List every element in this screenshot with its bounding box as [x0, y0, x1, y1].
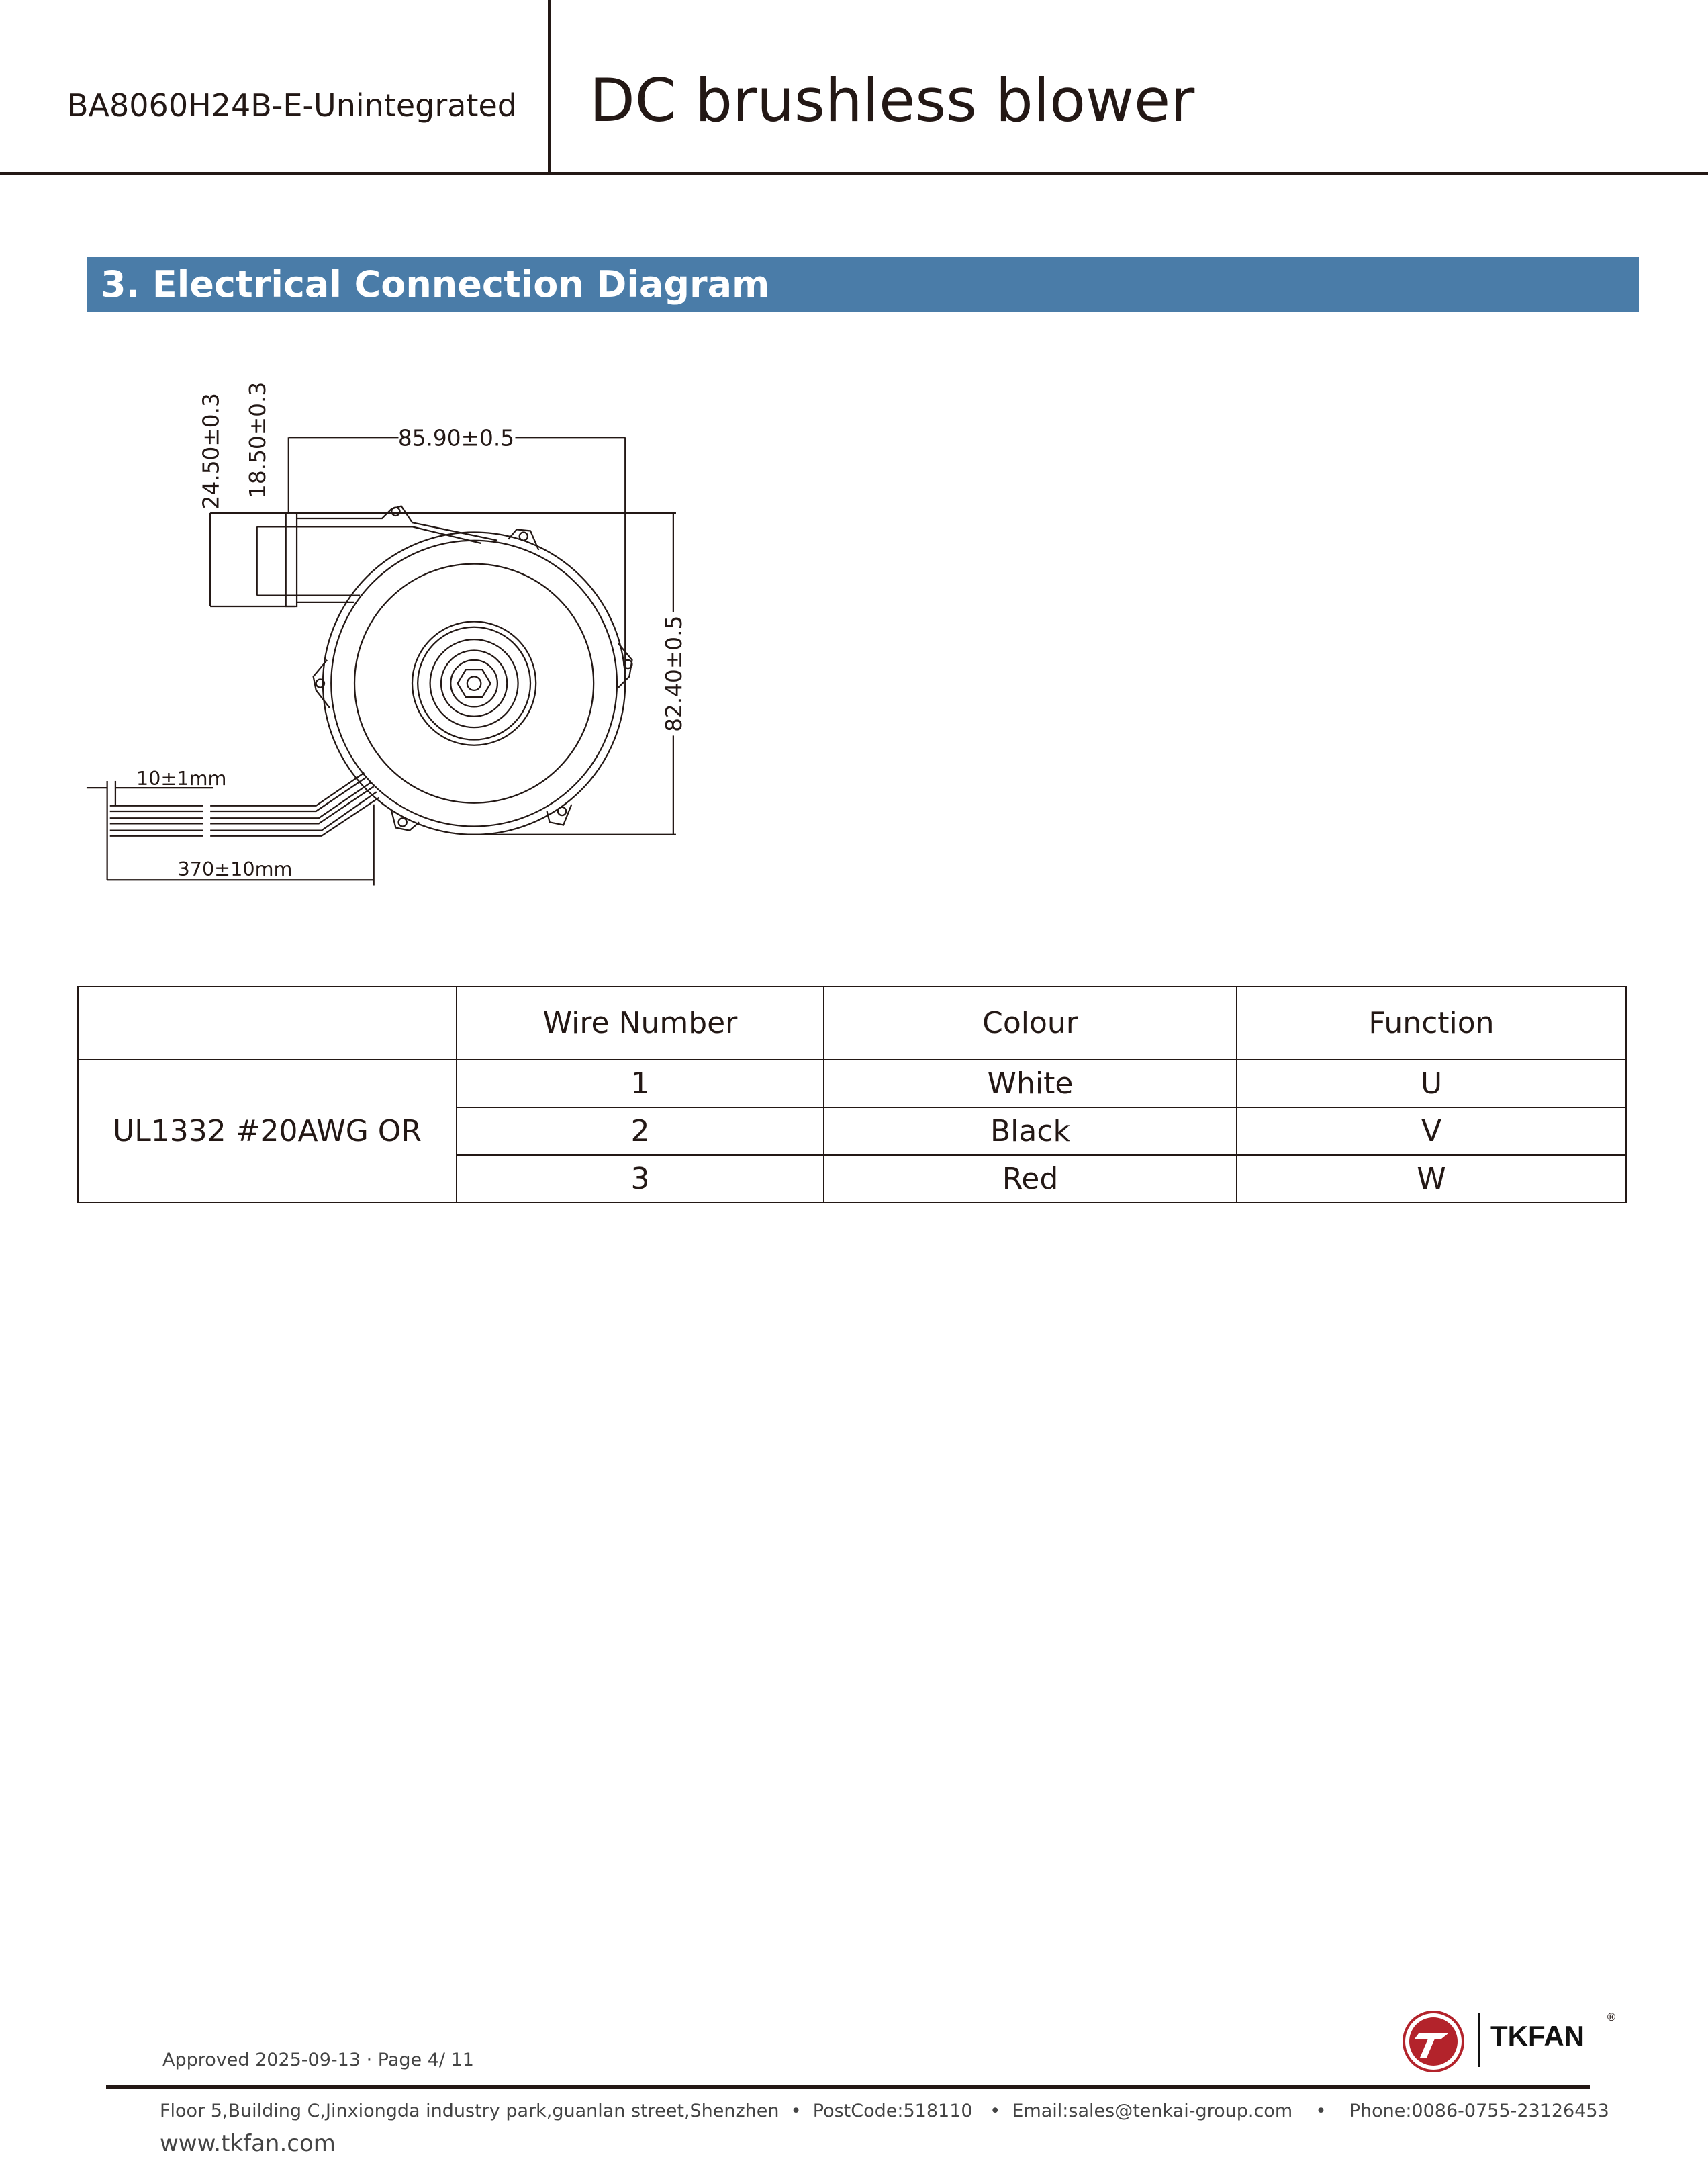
height-label: 82.40±0.5: [661, 615, 687, 732]
wire-colour: Black: [824, 1107, 1237, 1155]
wire-colour: White: [824, 1060, 1237, 1107]
outlet-outer-label: 24.50±0.3: [198, 393, 224, 510]
wire-function: W: [1237, 1155, 1626, 1203]
company-contact: Floor 5,Building C,Jinxiongda industry park,guanlan street,Shenzhen • PostCode:518110 • Email:sales@tenkai-group.com • Phone:0086-0755-23126453: [160, 2101, 1609, 2121]
tkfan-logo-icon: [1400, 2008, 1467, 2075]
table-row: [78, 1060, 1626, 1107]
logo-divider: [1478, 2013, 1480, 2067]
wire-number: 1: [457, 1060, 824, 1107]
header-wire-number: Wire Number: [457, 986, 824, 1060]
table-header-row: [78, 986, 1626, 1060]
wire-function: V: [1237, 1107, 1626, 1155]
outlet-dimensions: [198, 382, 297, 606]
blower-body: [286, 506, 632, 835]
header-function: Function: [1237, 986, 1626, 1060]
wire-table: [77, 986, 1627, 1203]
wire-number: 2: [457, 1107, 824, 1155]
website-link[interactable]: www.tkfan.com: [160, 2130, 336, 2157]
footer-rule: [106, 2085, 1590, 2089]
model-number: BA8060H24B-E-Unintegrated: [67, 87, 517, 124]
width-label: 85.90±0.5: [397, 425, 515, 451]
wire-length-label: 370±10mm: [177, 858, 293, 881]
registered-mark: ®: [1606, 2011, 1617, 2023]
approval-page-info: Approved 2025-09-13 · Page 4/ 11: [162, 2050, 474, 2070]
wire-number: 3: [457, 1155, 824, 1203]
wire-function: U: [1237, 1060, 1626, 1107]
header-empty: [78, 986, 457, 1060]
header-colour: Colour: [824, 986, 1237, 1060]
page-title: DC brushless blower: [589, 66, 1195, 135]
strip-label: 10±1mm: [136, 767, 227, 790]
wire-colour: Red: [824, 1155, 1237, 1203]
wire-length-dimension: [107, 805, 374, 886]
brand-name: TKFAN: [1490, 2020, 1584, 2052]
section-heading: 3. Electrical Connection Diagram: [87, 257, 1639, 312]
outlet-inner-label: 18.50±0.3: [245, 381, 271, 498]
wire-type: UL1332 #20AWG OR: [78, 1060, 457, 1203]
